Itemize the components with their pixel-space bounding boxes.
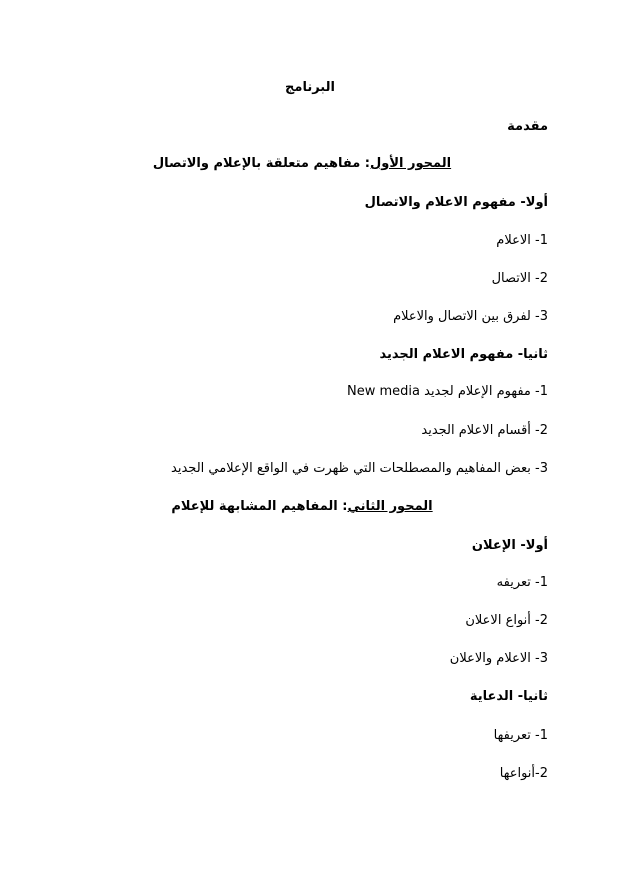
- axis-1-section-b-item-3: 3- بعض المفاهيم والمصطلحات التي ظهرت في الواقع الإعلامي الجديد: [171, 461, 548, 476]
- axis-2-label: المحور الثاني: [347, 499, 433, 514]
- axis-1-section-a-item-3: 3- لفرق بين الاتصال والاعلام: [393, 309, 548, 324]
- axis-2-title: [0, 498, 612, 516]
- axis-1-section-a-item-2: 2- الاتصال: [491, 271, 548, 286]
- axis-2-section-a-item-1: 1- تعريفه: [496, 575, 548, 590]
- axis-2-section-a-heading: أولا- الإعلان: [471, 538, 548, 553]
- axis-2-section-b-heading: ثانيا- الدعاية: [469, 689, 548, 704]
- axis-1-section-b-item-1: 1- مفهوم الإعلام لجديد New media: [347, 384, 548, 399]
- axis-2-section-b-item-1: 1- تعريفها: [493, 728, 548, 743]
- axis-2-subtitle: : المفاهيم المشابهة للإعلام: [171, 499, 348, 514]
- axis-1-title: [0, 155, 612, 173]
- axis-2-section-a-item-3: 3- الاعلام والاعلان: [449, 651, 548, 666]
- axis-2-section-a-item-2: 2- أنواع الاعلان: [465, 613, 548, 628]
- intro-heading: مقدمة: [507, 119, 548, 134]
- axis-1-section-b-item-2: 2- أقسام الاعلام الجديد: [421, 423, 548, 438]
- document-title: البرنامج: [285, 80, 335, 95]
- axis-1-label: المحور الأول: [370, 156, 452, 171]
- axis-1-section-a-item-1: 1- الاعلام: [496, 233, 548, 248]
- axis-1-subtitle: : مفاهيم متعلقة بالإعلام والاتصال: [152, 156, 371, 171]
- axis-1-section-a-heading: أولا- مفهوم الاعلام والاتصال: [364, 195, 548, 210]
- axis-2-section-b-item-2: 2-أنواعها: [499, 766, 548, 781]
- axis-1-section-b-heading: ثانيا- مفهوم الاعلام الجديد: [379, 347, 548, 362]
